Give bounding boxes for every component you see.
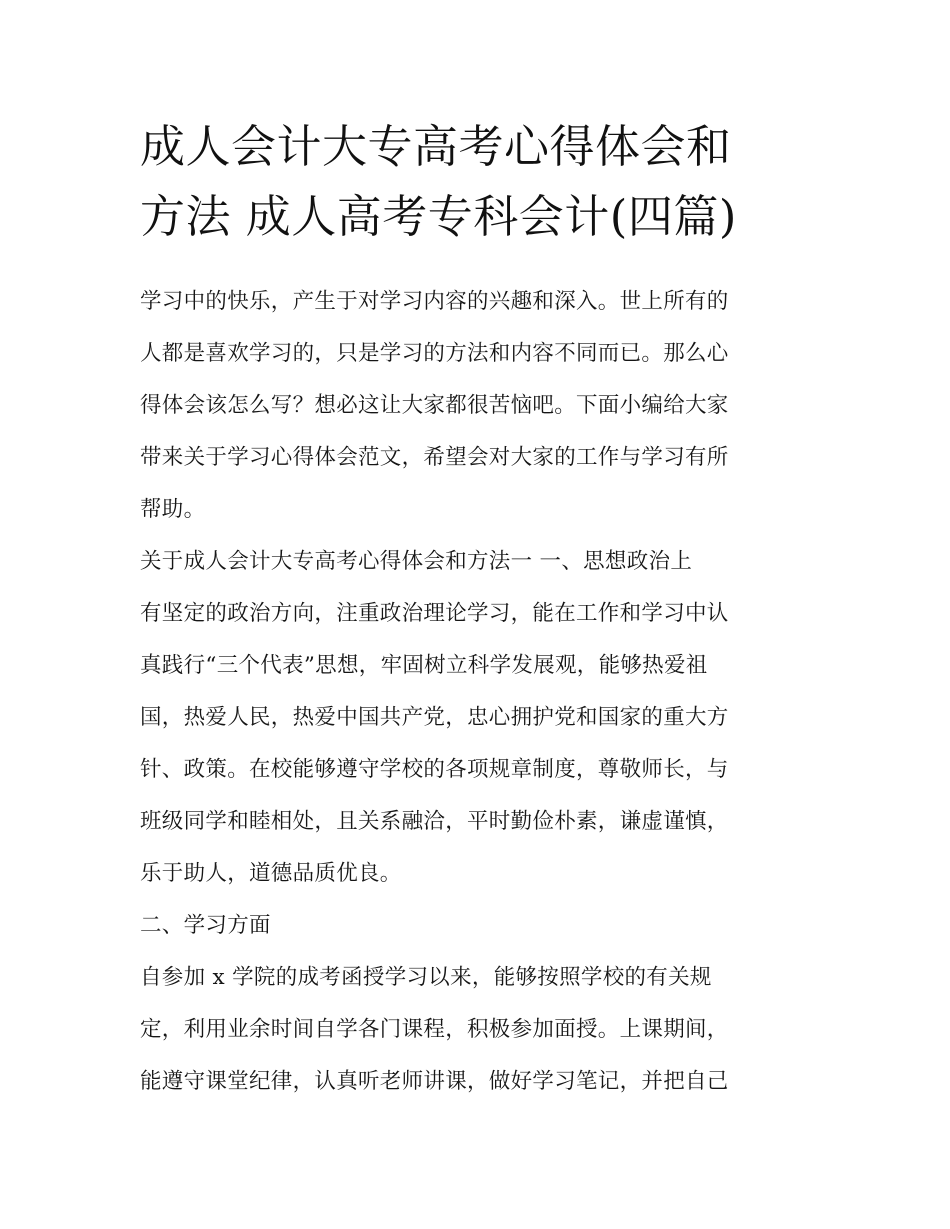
- document-title: [140, 112, 820, 252]
- paragraph-line: 能遵守课堂纪律，认真听老师讲课，做好学习笔记，并把自己: [140, 1069, 729, 1094]
- section-heading: 二、学习方面: [140, 913, 271, 938]
- paragraph-line: 得体会该怎么写？想必这让大家都很苦恼吧。下面小编给大家: [140, 393, 729, 418]
- paragraph-line: 有坚定的政治方向，注重政治理论学习，能在工作和学习中认: [140, 601, 729, 626]
- paragraph-line: 乐于助人，道德品质优良。: [140, 861, 402, 886]
- paragraph-line: 自参加 x 学院的成考函授学习以来，能够按照学校的有关规: [140, 965, 712, 990]
- paragraph-line: 带来关于学习心得体会范文，希望会对大家的工作与学习有所: [140, 445, 729, 470]
- title-line: 成人会计大专高考心得体会和: [140, 120, 732, 173]
- section-paragraph: [140, 958, 820, 1114]
- paragraph-line: 针、政策。在校能够遵守学校的各项规章制度，尊敬师长，与: [140, 757, 729, 782]
- paragraph-line: 定，利用业余时间自学各门课程，积极参加面授。上课期间，: [140, 1017, 729, 1042]
- paragraph-line: 真践行“三个代表”思想，牢固树立科学发展观，能够热爱祖: [140, 653, 708, 678]
- intro-paragraph: [140, 282, 820, 542]
- paragraph-line: 国，热爱人民，热爱中国共产党，忠心拥护党和国家的重大方: [140, 705, 729, 730]
- section-heading: 关于成人会计大专高考心得体会和方法一 一、思想政治上: [140, 549, 693, 574]
- paragraph-line: 人都是喜欢学习的，只是学习的方法和内容不同而已。那么心: [140, 341, 729, 366]
- document-body: [140, 282, 820, 1114]
- title-line: 方法 成人高考专科会计(四篇): [140, 190, 737, 243]
- paragraph-line: 班级同学和睦相处，且关系融洽，平时勤俭朴素，谦虚谨慎，: [140, 809, 729, 834]
- paragraph-line: 帮助。: [140, 497, 206, 522]
- paragraph-line: 学习中的快乐，产生于对学习内容的兴趣和深入。世上所有的: [140, 289, 729, 314]
- section-paragraph: [140, 594, 820, 906]
